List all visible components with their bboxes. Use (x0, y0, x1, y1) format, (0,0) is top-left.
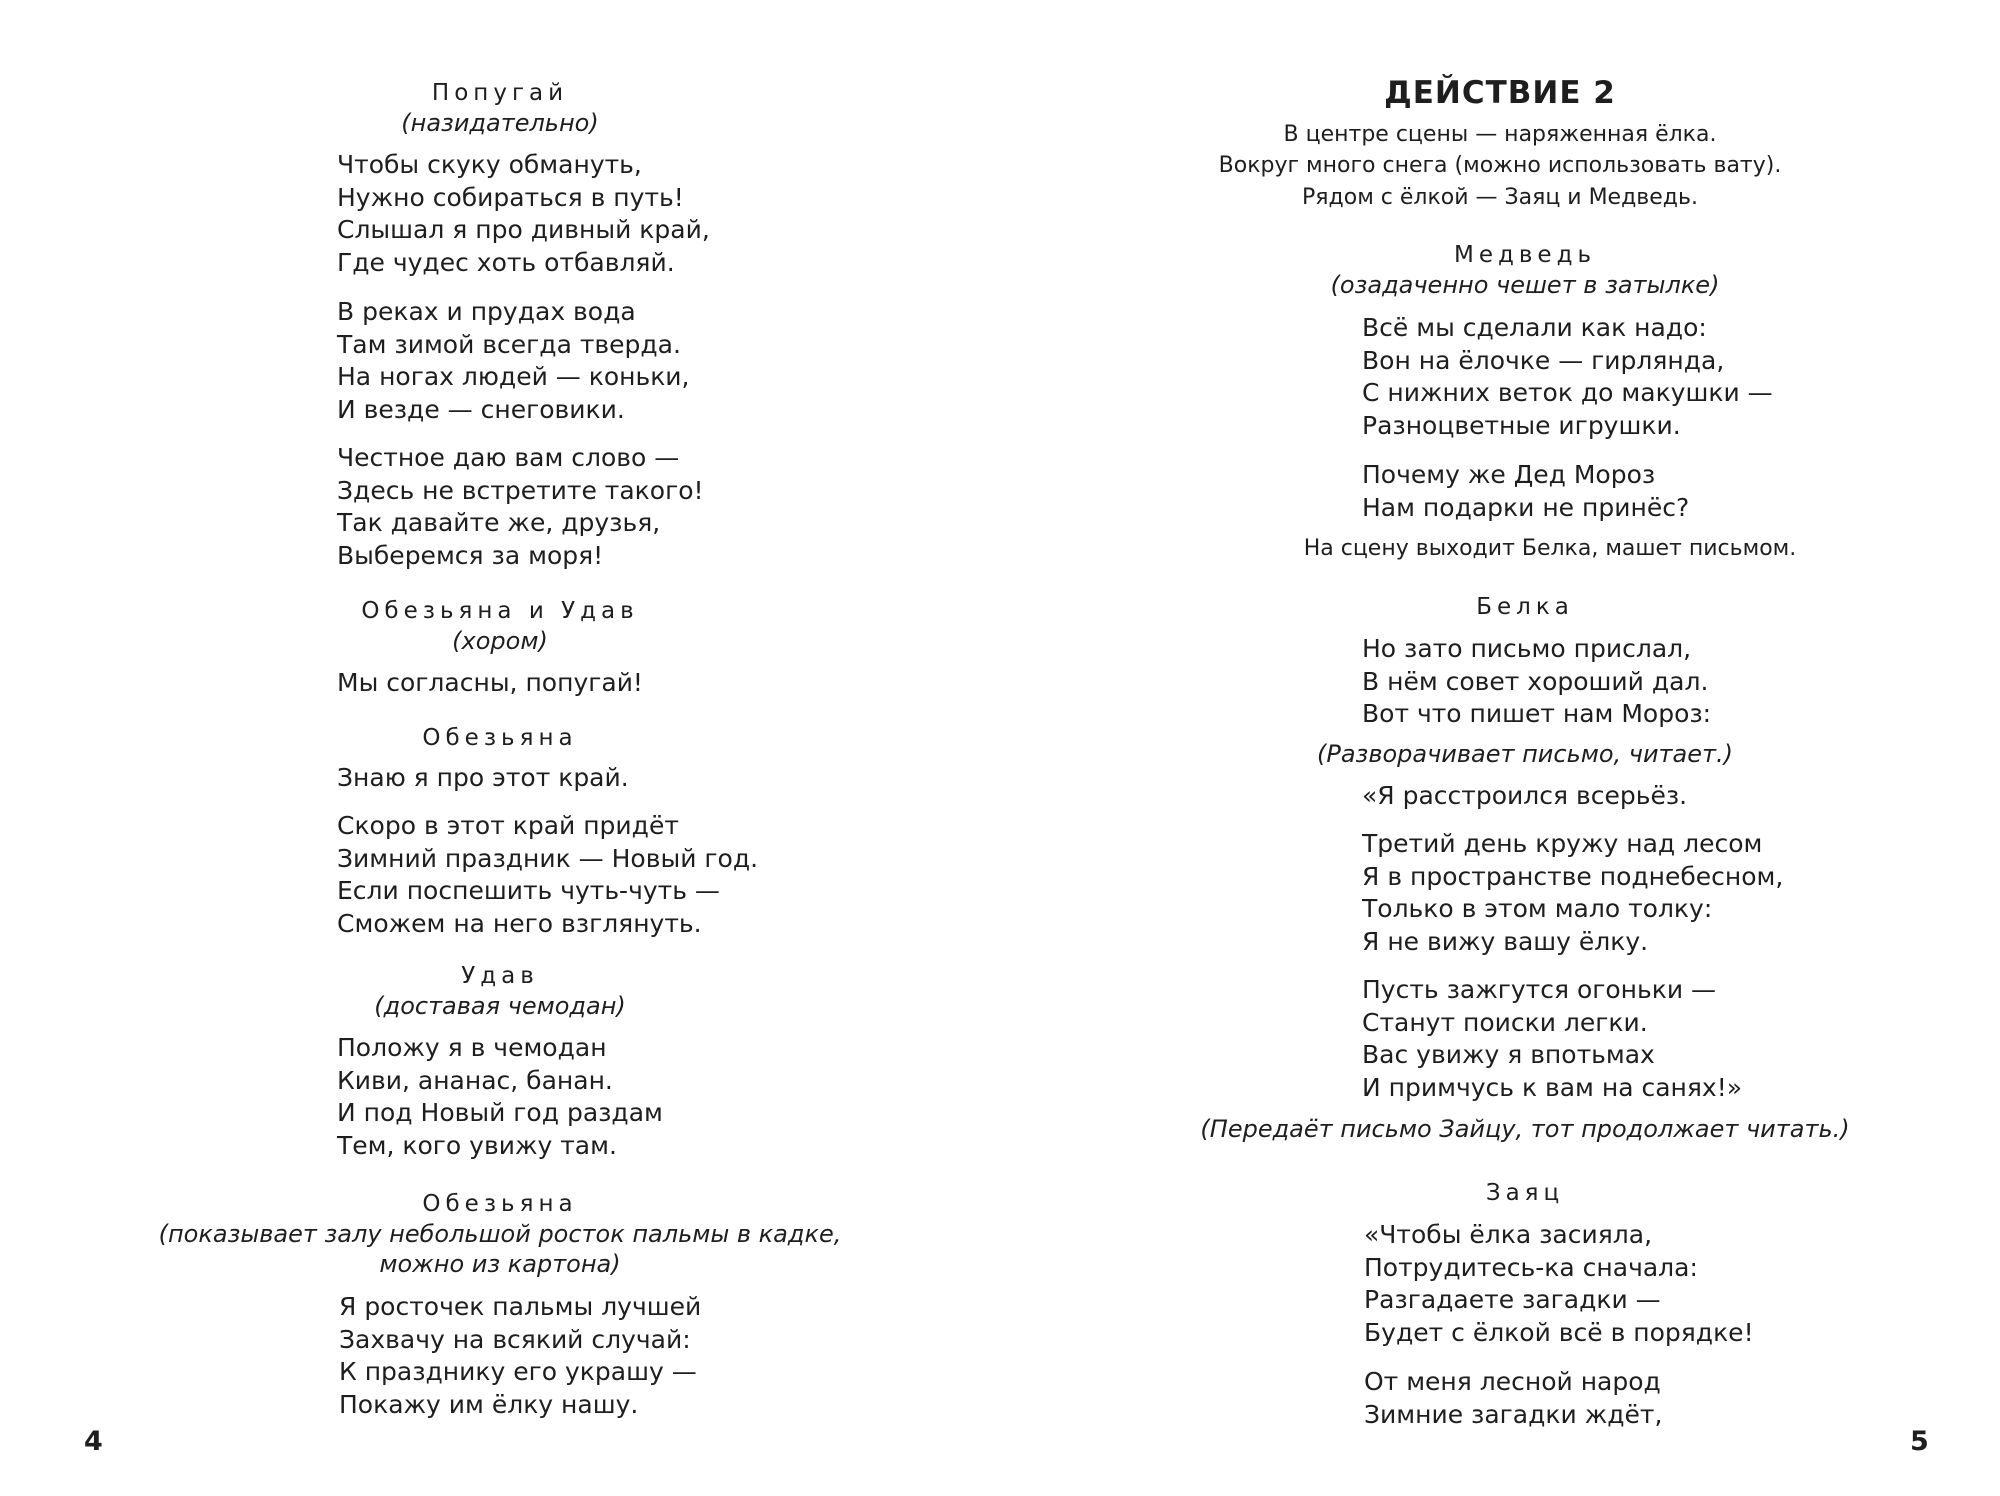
verse-stanza (1362, 974, 1742, 1104)
page-number: 5 (1910, 1426, 1929, 1457)
verse-line: Всё мы сделали как надо: (1362, 313, 1707, 342)
verse-line: Честное даю вам слово — (337, 443, 680, 472)
speaker-name: Обезьяна (422, 1191, 578, 1217)
speaker-name: Попугай (431, 80, 569, 106)
verse-line: Разгадаете загадки — (1364, 1285, 1661, 1314)
verse-line: Вон на ёлочке — гирлянда, (1362, 345, 1725, 375)
verse-line: Захвачу на всякий случай: (339, 1324, 691, 1354)
verse-line: От меня лесной народ (1364, 1367, 1661, 1396)
verse-line: Покажу им ёлку нашу. (339, 1389, 639, 1419)
verse-line: Только в этом мало толку: (1362, 894, 1713, 923)
verse-stanza (1362, 312, 1773, 442)
stage-direction: (хором) (452, 627, 548, 655)
verse-line: Я росточек пальмы лучшей (339, 1292, 702, 1321)
verse-stanza (1362, 633, 1711, 731)
verse-line: И под Новый год раздам (337, 1098, 663, 1127)
verse-line: «Я расстроился всерьёз. (1362, 781, 1688, 810)
verse-line: Вот что пишет нам Мороз: (1362, 699, 1712, 728)
verse-line: Где чудес хоть отбавляй. (337, 247, 675, 277)
verse-line: Мы согласны, попугай! (337, 668, 643, 697)
verse-line: Потрудитесь-ка сначала: (1364, 1252, 1698, 1282)
verse-line: Если поспешить чуть-чуть — (337, 876, 720, 905)
verse-line: И примчусь к вам на санях!» (1362, 1072, 1743, 1102)
stage-direction: можно из картона) (379, 1250, 621, 1278)
speaker-name: Удав (461, 963, 539, 989)
verse-line: Здесь не встретите такого! (337, 475, 704, 505)
speaker-name: Белка (1476, 594, 1574, 620)
verse-line: Станут поиски легки. (1362, 1007, 1648, 1037)
speaker-name: Медведь (1453, 242, 1597, 268)
verse-line: Так давайте же, друзья, (337, 508, 661, 537)
verse-stanza (337, 762, 629, 795)
speaker-name: Обезьяна и Удав (361, 598, 639, 624)
verse-line: Сможем на него взглянуть. (337, 908, 702, 938)
verse-stanza (1362, 828, 1783, 958)
verse-line: «Чтобы ёлка засияла, (1364, 1220, 1653, 1249)
intro-line: Рядом с ёлкой — Заяц и Медведь. (1302, 185, 1698, 210)
verse-line: Выберемся за моря! (337, 540, 604, 570)
stage-direction: (доставая чемодан) (374, 992, 626, 1020)
intro-line: Вокруг много снега (можно использовать вату). (1218, 153, 1782, 178)
verse-stanza (337, 810, 758, 940)
act-heading: ДЕЙСТВИЕ 2 (1384, 75, 1616, 111)
verse-line: Будет с ёлкой всё в порядке! (1364, 1317, 1754, 1347)
verse-line: Чтобы скуку обмануть, (337, 150, 642, 179)
verse-stanza (337, 296, 690, 426)
verse-line: Нужно собираться в путь! (337, 182, 684, 212)
page-number: 4 (84, 1426, 103, 1457)
verse-line: Разноцветные игрушки. (1362, 410, 1681, 440)
verse-line: Слышал я про дивный край, (337, 215, 710, 244)
verse-line: Я в пространстве поднебесном, (1362, 861, 1784, 891)
stage-direction: (показывает залу небольшой росток пальмы в кадке, (158, 1220, 842, 1248)
verse-line: И везде — снеговики. (337, 394, 625, 424)
verse-stanza (1362, 780, 1687, 813)
stage-direction: (Передаёт письмо Зайцу, тот продолжает читать.) (1200, 1115, 1850, 1143)
verse-line: К празднику его украшу — (339, 1357, 697, 1386)
verse-line: Зимние загадки ждёт, (1364, 1399, 1663, 1429)
verse-stanza (337, 667, 643, 700)
verse-stanza (337, 442, 704, 572)
verse-stanza (337, 149, 710, 279)
verse-line: Скоро в этот край придёт (337, 811, 679, 840)
speaker-name: Заяц (1485, 1180, 1565, 1206)
verse-line: Третий день кружу над лесом (1362, 829, 1763, 858)
verse-line: Зимний праздник — Новый год. (337, 843, 759, 873)
verse-stanza (1362, 459, 1689, 524)
verse-stanza (1364, 1219, 1754, 1349)
verse-line: Вас увижу я впотьмах (1362, 1040, 1655, 1069)
verse-line: Положу я в чемодан (337, 1033, 607, 1062)
stage-direction: (Разворачивает письмо, читает.) (1317, 740, 1733, 768)
speaker-name: Обезьяна (422, 725, 578, 751)
verse-line: В нём совет хороший дал. (1362, 666, 1709, 696)
verse-line: Почему же Дед Мороз (1362, 460, 1656, 489)
verse-stanza (1364, 1366, 1662, 1431)
stage-direction: (озадаченно чешет в затылке) (1330, 271, 1720, 299)
verse-line: С нижних веток до макушки — (1362, 378, 1773, 407)
intro-line: В центре сцены — наряженная ёлка. (1283, 122, 1717, 147)
verse-stanza (337, 1032, 663, 1162)
stage-direction: (назидательно) (401, 109, 599, 137)
verse-line: Киви, ананас, банан. (337, 1065, 613, 1095)
verse-line: В реках и прудах вода (337, 297, 636, 326)
verse-line: Там зимой всегда тверда. (337, 329, 681, 359)
right-page (1000, 0, 2000, 1496)
verse-stanza (339, 1291, 701, 1421)
verse-line: Я не вижу вашу ёлку. (1362, 926, 1649, 956)
stage-note: На сцену выходит Белка, машет письмом. (1303, 536, 1797, 561)
verse-line: Нам подарки не принёс? (1362, 492, 1690, 522)
verse-line: На ногах людей — коньки, (337, 362, 690, 391)
verse-line: Знаю я про этот край. (337, 763, 629, 792)
verse-line: Тем, кого увижу там. (337, 1130, 617, 1160)
verse-line: Пусть зажгутся огоньки — (1362, 975, 1717, 1004)
verse-line: Но зато письмо прислал, (1362, 634, 1692, 663)
